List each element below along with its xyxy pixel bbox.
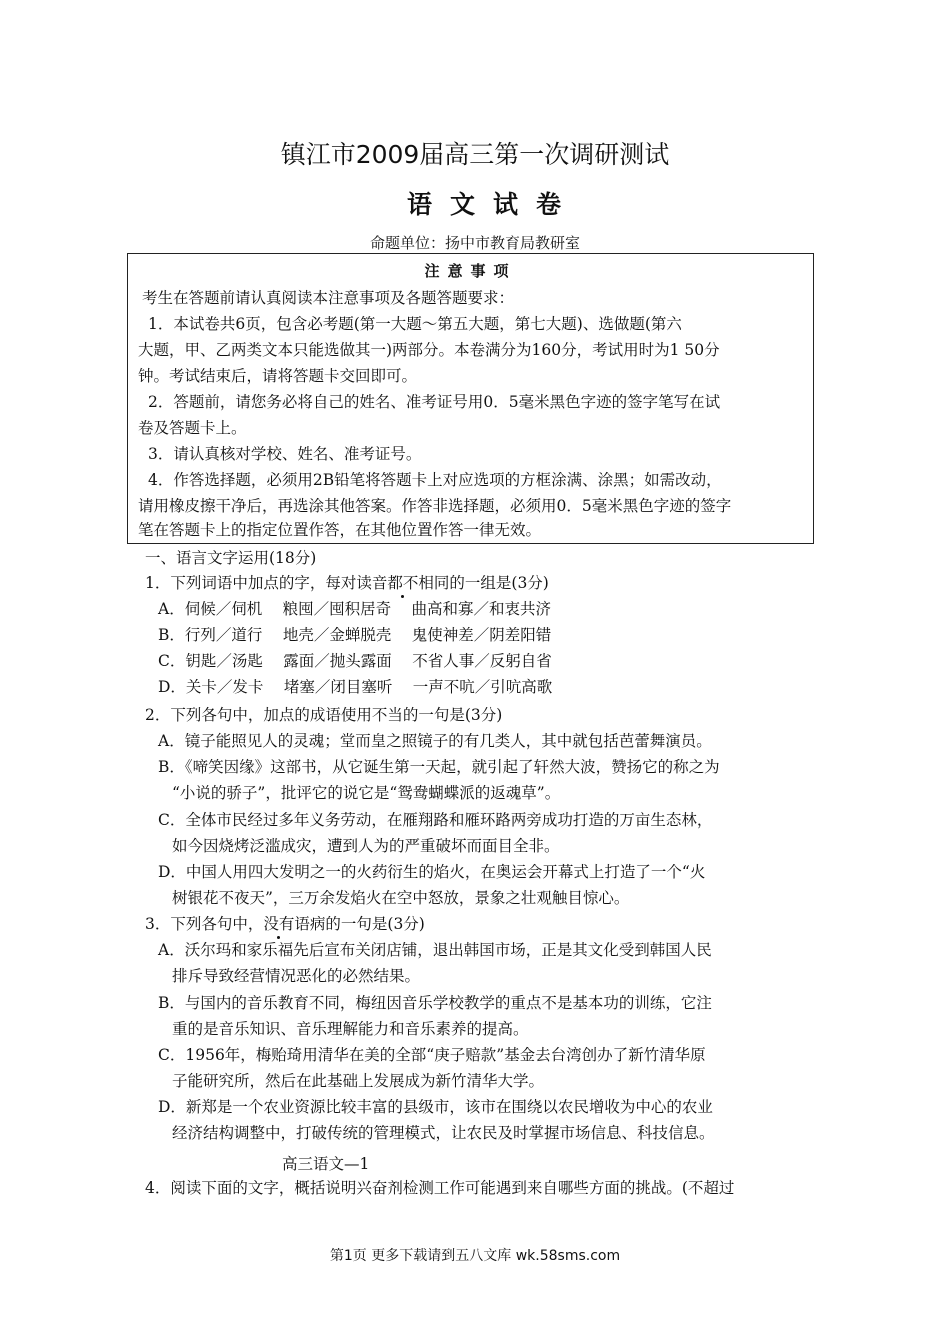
notice-box [127,253,814,544]
question-2-option-d: D．中国人用四大发明之一的火药衍生的焰火，在奥运会开幕式上打造了一个“火 [158,863,706,881]
question-3-option-d: D．新郑是一个农业资源比较丰富的县级市，该市在围绕以农民增收为中心的农业 [158,1098,713,1116]
question-1-stem-b: 相同的一组是(3分) [418,574,549,592]
question-2-option-d-cont: 树银花不夜天”，三万余发焰火在空中怒放，景象之壮观触目惊心。 [172,889,630,907]
notice-item-2: 2．答题前，请您务必将自己的姓名、准考证号用0．5毫米黑色字迹的签字笔写在试 [148,393,721,411]
question-1-option-d: D．关卡／发卡 堵塞／闭目塞听 一声不吭／引吭高歌 [158,678,553,696]
notice-item-3: 3．请认真核对学校、姓名、准考证号。 [148,445,422,463]
notice-item-1: 1．本试卷共6页，包含必考题(第一大题～第五大题，第七大题)、选做题(第六 [148,315,682,333]
question-2-option-b-cont: “小说的骄子”，批评它的说它是“鸳鸯蝴蝶派的返魂草”。 [172,784,561,802]
question-2-option-b: B．《啼笑因缘》这部书，从它诞生第一天起，就引起了轩然大波，赞扬它的称之为 [158,758,720,776]
notice-item-4-cont: 请用橡皮擦干净后，再选涂其他答案。作答非选择题，必须用0．5毫米黑色字迹的签字 [138,497,732,515]
notice-item-4-cont2: 笔在答题卡上的指定位置作答，在其他位置作答一律无效。 [138,521,542,539]
question-3-stem-b: 语病的一句是(3分) [294,915,425,933]
question-1-stem-a: 1．下列词语中加点的字，每对读音 [145,574,388,592]
author-unit: 命题单位：扬中市教育局教研室 [369,234,580,252]
notice-intro: 考生在答题前请认真阅读本注意事项及各题答题要求： [142,289,515,307]
question-3-option-c: C．1956年，梅贻琦用清华在美的全部“庚子赔款”基金去台湾创办了新竹清华原 [158,1046,706,1064]
question-1-emphasis: 都不 [387,574,419,592]
question-2-option-a: A．镜子能照见人的灵魂；堂而皇之照镜子的有几类人，其中就包括芭蕾舞演员。 [158,732,712,750]
notice-item-1-cont: 大题，甲、乙两类文本只能选做其一)两部分。本卷满分为160分，考试用时为1 50分 [138,341,720,359]
page-title: 镇江市2009届高三第一次调研测试 [280,140,670,169]
question-3-emphasis: 没有 [263,915,295,933]
notice-item-4: 4．作答选择题，必须用2B铅笔将答题卡上对应选项的方框涂满、涂黑；如需改动， [148,471,722,489]
question-1-stem [145,573,549,593]
question-3-option-a: A．沃尔玛和家乐福先后宣布关闭店铺，退出韩国市场，正是其文化受到韩国人民 [158,941,712,959]
question-3-option-b: B．与国内的音乐教育不同，梅纽因音乐学校教学的重点不是基本功的训练，它注 [158,994,712,1012]
question-3-option-a-cont: 排斥导致经营情况恶化的必然结果。 [172,967,421,985]
question-2-option-c-cont: 如今因烧烤泛滥成灾，遭到人为的严重破坏而面目全非。 [172,837,560,855]
question-3-stem [145,914,425,934]
question-2-stem: 2．下列各句中，加点的成语使用不当的一句是(3分) [145,706,503,724]
page-footer: 第1页 更多下载请到五八文库 wk.58sms.com [329,1248,621,1264]
notice-item-2-cont: 卷及答题卡上。 [138,419,247,437]
notice-title: 注意事项 [424,262,517,280]
page-mark: 高三语文—1 [282,1155,370,1173]
section-heading: 一、语言文字运用(18分) [145,549,317,567]
question-3-option-d-cont: 经济结构调整中，打破传统的管理模式，让农民及时掌握市场信息、科技信息。 [172,1124,715,1142]
page-subtitle: 语文试卷 [406,190,579,219]
question-1-option-b: B．行列／道行 地壳／金蝉脱壳 鬼使神差／阴差阳错 [158,626,552,644]
question-3-stem-a: 3．下列各句中， [145,915,264,933]
question-1-option-c: C．钥匙／汤匙 露面／抛头露面 不省人事／反躬自省 [158,652,552,670]
question-3-option-c-cont: 子能研究所，然后在此基础上发展成为新竹清华大学。 [172,1072,545,1090]
question-1-option-a: A．伺候／伺机 粮囤／囤积居奇 曲高和寡／和衷共济 [158,600,552,618]
question-4-stem: 4．阅读下面的文字，概括说明兴奋剂检测工作可能遇到来自哪些方面的挑战。(不超过 [145,1179,735,1197]
notice-item-1-cont2: 钟。考试结束后，请将答题卡交回即可。 [138,367,418,385]
question-2-option-c: C．全体市民经过多年义务劳动，在雁翔路和雁环路两旁成功打造的万亩生态林， [158,811,713,829]
question-3-option-b-cont: 重的是音乐知识、音乐理解能力和音乐素养的提高。 [172,1020,529,1038]
